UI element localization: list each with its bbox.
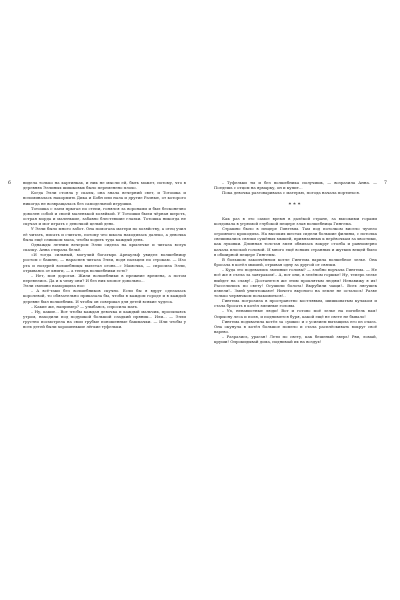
paragraph: Когда Элли стояла у скалы, она знала вечерний свет, и Тотошка и вспоминалась накормить Дика и Бобн или нала и другие Разные, от которого никогда не возвращалась без самодельной игрушки. <box>23 190 186 206</box>
right-page-text <box>214 180 377 345</box>
paragraph: видела только на картинках, и ник не мысли ей, быть может, потому, что в деревнях Эллиных шишковых было переменено плохо. <box>23 180 186 191</box>
paragraph: Гингема подхватила котёл за «ушки» и с усилием вытащила его из очага. Она окунула в котёл большое помело и стала расплёскивать вокруг своё варево. <box>214 318 377 335</box>
page-number-right: 7 <box>384 181 387 186</box>
paragraph: Гингема погрозила в пространство костлявым, шишковатым кулаком и стала бросать в котёл змеиные головы. <box>214 298 377 309</box>
right-page-top-text <box>214 180 377 195</box>
paragraph: – Нет, моя дорогая. Жили волшебники в прежние времена, а потом перевелись. Да и к чему они? И без них хлопот довольно... <box>23 272 186 283</box>
paragraph: Как раз в это самое время в далёкой стране, за высокими горами колдовала в угрюмой глубокой пещере злая волшебница Гингема. <box>214 215 377 226</box>
paragraph: У Элли было много забот. Она помогала матери по хозяйству, а отец учил её читать, писать и считать, потому что школа находилась далеко, а девочка была ещё слишком мала, чтобы ходить туда каждый день. <box>23 226 186 242</box>
paragraph: «И тогда сильный, могучий богатырь Арнаульф увидел волшебницу ростом с башню, — нараспев читала Элли, водя пальцем по строкам. — Изо рта и ноздрей волшебницы вылетал огонь...» Мамочка, — спросила Элли, отрываясь от книги, — а теперь волшебники есть? <box>23 252 186 273</box>
section-separator: *** <box>288 202 303 209</box>
paragraph: – Какие же, например? — улыбаясь, спросила мать. <box>31 303 139 309</box>
paragraph: Тотошка с лаем прыгал по степи, гонялся за воронами и был бесконечно доволен собой и своей маленькой хозяйкой. У Тотошки были чёрная шерсть, острая морда и маленькие, забавно блестевшие глазки. Тотошка никогда не скучал и мог играть с девочкой целый день. <box>23 205 186 227</box>
paragraph: Пока девочка разговаривала с матерью, погода начала портиться. <box>222 190 361 196</box>
paragraph: – Ух, ненавистные люди! Вот и готово моё зелье на погибель вам! Опрысну леса и поля, и поднимется буря, какой ещё не свете не бывало! <box>214 308 377 319</box>
paragraph: Страшно было в пещере Гингемы. Там под потолком висело чучело огромного крокодила. На высоких шестах сидели большие филины, с потолка свешивались связки сушёных мышей, привязанных к верёвочкам за хвостики, как луковки. Длинная толстая змея обвилась вокруг столба и равномерно качала плоской головой. И много ещё всяких странных и жутких вещей было в обширной пещере Гингемы. <box>214 225 377 257</box>
paragraph: – Разразись, ураган! Лети по свету, как бешеный зверь! Рви, ломай, круши! Опрокидывай дома, поднимай их на воздух! <box>214 334 377 345</box>
paragraph: Однажды летним вечером Элли сидела на крылечке и читала вслух сказку. Анна стирала бельё. <box>23 241 186 253</box>
paragraph: В большом закопчённом котле Гингема варила волшебное зелье. Она бросала в котёл мышей, отрывая одну за другой от связки. <box>214 256 377 268</box>
paragraph: Элли смешно наморщила нос: <box>23 283 86 289</box>
paragraph: – А всё-таки без волшебников скучно. Если бы я вдруг сделалась королевой, то обязательно приказала бы, чтобы в каждом городе и в каждой деревне был волшебник. И чтобы он совершал для детей всякие чудеса. <box>23 288 186 304</box>
right-page-bottom-text <box>214 216 377 345</box>
paragraph: – Туфельки ты и без волшебника получишь, — возразила Анна. — Поедешь с отцом на ярмарку, он и купит... <box>214 180 377 191</box>
paragraph: – Ну, какие... Вот чтобы каждая девочка и каждый мальчик, просыпаясь утром, находили под подушкой большой сладкий пряник... Или... — Элли грустно посмотрела на свои грубые поношенные башмачки. — Или чтобы у всех детей были хорошенькие лёгкие туфельки. <box>23 308 186 330</box>
page-number-left: 6 <box>8 181 11 186</box>
left-page-text <box>23 180 186 330</box>
paragraph: – Куда это подевались змеиные головы? — злобно ворчала Гингема. — Не всё же я съела за завтраком!.. А, вот они, в зелёном горшке! Ну, теперь зелье выйдет на славу!.. Достанется же этим проклятым людям! Ненавижу я их! Расселились по свету! Осушили болота! Вырубили чащи!.. Всех лягушек извели!.. Змей уничтожают! Ничего вкусного на земле не осталось! Разве только червячком полакомиться!.. <box>214 267 377 298</box>
